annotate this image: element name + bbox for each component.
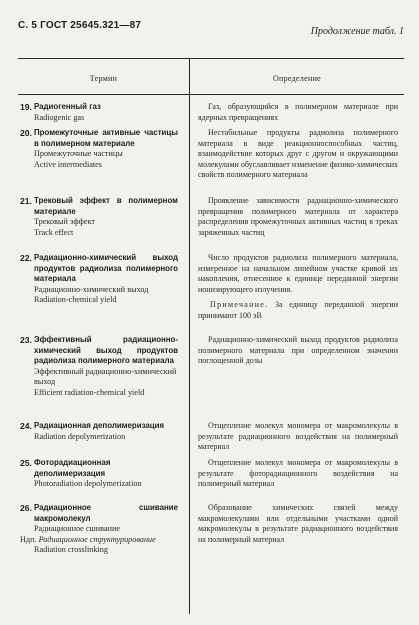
table-continuation-label: Продолжение табл. 1	[310, 26, 404, 37]
column-divider	[189, 58, 190, 614]
note-text: За единицу переданной энергии принимают 100 эВ	[198, 300, 398, 320]
term-short-form: Радиационное сшивание	[34, 524, 120, 534]
term-english: Radiation crosslinking	[34, 545, 108, 555]
term-english: Radiation-chemical yield	[34, 295, 117, 305]
term-english: Efficient radiation-chemical yield	[34, 387, 145, 397]
term-cell	[18, 421, 178, 442]
term-short-form: Радиационно-химический выход	[34, 284, 149, 294]
table-top-border	[18, 58, 404, 59]
table-header-divider	[18, 94, 404, 95]
term-russian: Эффективный радиационно-химический выход продуктов радиолиза полимерного материала	[34, 335, 178, 366]
definition-cell: Проявление зависимости радиационно-химического превращения полимерного материала от характера распределения промежуточных активных частиц в треках заряженных частиц	[198, 196, 398, 237]
column-header-term: Термин	[89, 74, 118, 83]
term-cell	[18, 128, 178, 170]
standard-designation: С. 5 ГОСТ 25645.321—87	[18, 20, 142, 31]
definition-text: Число продуктов радиолиза полимерного материала, измеренное на начальном линейном участке кривой их накопления, отнесенное к единице переданной энергии ионизирующего излучения.	[198, 253, 398, 294]
term-russian: Трековый эффект в полимерном материале	[34, 196, 178, 216]
definition-cell: Нестабильные продукты радиолиза полимерного материала в виде реакционноспособных частиц, взаимодействие которых друг с другом и окружающими молекулами обуславливает изменение физико-химических свойств полимерного материала	[198, 128, 398, 180]
term-cell	[18, 335, 178, 399]
definition-cell: Радиационно-химический выход продуктов радиолиза полимерного материала при определенном значении поглощенной дозы	[198, 335, 398, 366]
deprecated-label: Ндп.	[20, 534, 37, 544]
term-english: Active intermediates	[34, 159, 102, 169]
deprecated-term-text: Радиационное структурирование	[38, 534, 156, 544]
note-label: Примечание.	[210, 300, 269, 310]
deprecated-term	[20, 535, 178, 546]
column-header-definition: Определение	[272, 74, 322, 83]
definition-note	[198, 300, 398, 321]
term-number: 22.	[20, 253, 32, 263]
term-short-form: Эффективный радиационно-химический выход	[34, 366, 177, 387]
term-short-form: Трековый эффект	[34, 217, 95, 227]
term-russian: Промежуточные активные частицы в полимерном материале	[34, 128, 178, 148]
term-russian: Радиационно-химический выход продуктов радиолиза полимерного материала	[34, 253, 178, 284]
definition-cell: Образование химических связей между макромолекулами или отдельными участками одной макромолекулы в результате радиационного воздействия на полимерный материал	[198, 503, 398, 544]
definition-cell	[198, 253, 398, 322]
term-cell	[18, 458, 178, 490]
definition-cell: Отщепление молекул мономера от макромолекулы в результате фоторадиационного воздействия на полимерный материал	[198, 458, 398, 489]
term-russian: Радиационное сшивание макромолекул	[34, 503, 178, 523]
term-english: Radiation depolymerization	[34, 431, 126, 441]
term-cell	[18, 102, 178, 123]
term-number: 24.	[20, 421, 32, 431]
term-english: Photoradiation depolymerization	[34, 479, 142, 489]
term-number: 25.	[20, 458, 32, 468]
term-number: 23.	[20, 335, 32, 345]
term-short-form: Промежуточные частицы	[34, 149, 123, 159]
term-number: 19.	[20, 102, 32, 112]
term-russian: Радиогенный газ	[34, 102, 101, 111]
term-russian: Фоторадиационная деполимеризация	[34, 458, 111, 478]
term-number: 21.	[20, 196, 32, 206]
terms-table	[18, 58, 404, 614]
page-header	[18, 20, 404, 37]
term-number: 20.	[20, 128, 32, 138]
definition-cell: Газ, образующийся в полимерном материале при ядерных превращениях	[198, 102, 398, 122]
definition-cell: Отщепление молекул мономера от макромолекулы в результате радиационного воздействия на полимерный материал	[198, 421, 398, 452]
term-cell	[18, 253, 178, 306]
term-english: Radiogenic gas	[34, 112, 85, 122]
term-russian: Радиационная деполимеризация	[34, 421, 165, 430]
term-cell	[18, 503, 178, 556]
term-cell	[18, 196, 178, 238]
term-english: Track effect	[34, 227, 74, 237]
term-number: 26.	[20, 503, 32, 513]
